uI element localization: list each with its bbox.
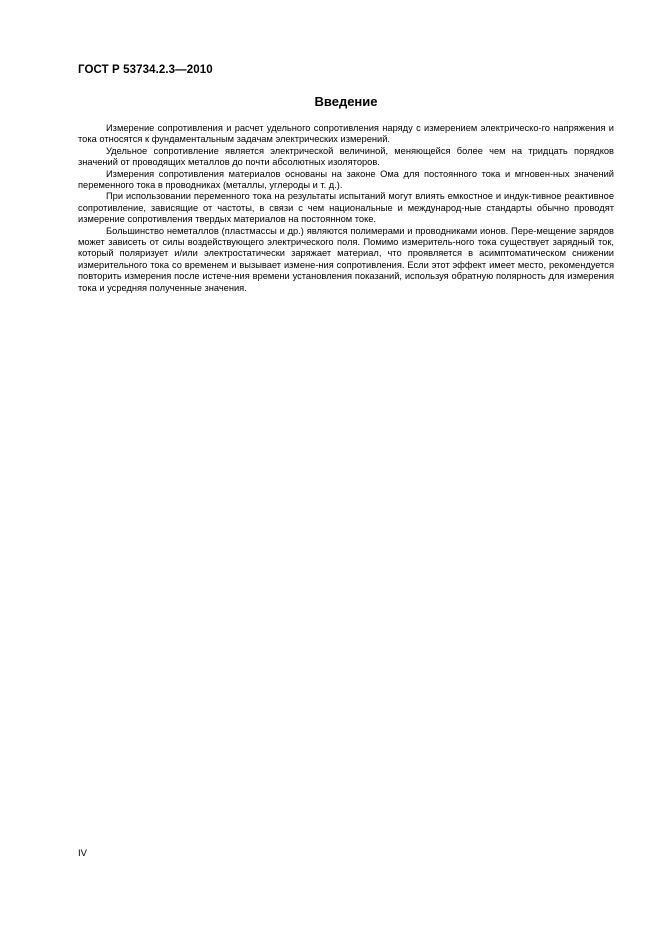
- standard-header: ГОСТ Р 53734.2.3—2010: [78, 64, 213, 76]
- paragraph-5: Большинство неметаллов (пластмассы и др.) являются полимерами и проводниками ионов. Пере-мещение зарядов может зависеть от силы воздействующего электрического поля. Помимо измеритель-ного тока существует зарядный ток, который поляризует и/или электростатически заряжает материал, что проявляется в асимптоматическом снижении измерительного тока со временем и вызывает измене-ния сопротивления. Если этот эффект имеет место, рекомендуется повторить измерения после истече-ния времени установления показаний, используя обратную полярность для измерения тока и усредняя полученные значения.: [78, 225, 614, 293]
- paragraph-3: Измерения сопротивления материалов основаны на законе Ома для постоянного тока и мгновен-ных значений переменного тока в проводниках (металлы, углероды и т. д.).: [78, 168, 614, 191]
- paragraph-4: При использовании переменного тока на результаты испытаний могут влиять емкостное и индук-тивное реактивное сопротивление, зависящие от частоты, в связи с чем национальные и международ-ные стандарты обычно проводят измерение сопротивления твердых материалов на постоянном токе.: [78, 191, 614, 225]
- paragraph-2: Удельное сопротивление является электрической величиной, меняющейся более чем на тридцать порядков значений от проводящих металлов до почти абсолютных изоляторов.: [78, 145, 614, 168]
- paragraph-1: Измерение сопротивления и расчет удельного сопротивления наряду с измерением электрическо-го напряжения и тока относятся к фундаментальным задачам электрических измерений.: [78, 123, 614, 145]
- page-number: IV: [78, 848, 87, 859]
- section-title: Введение: [314, 94, 378, 109]
- body-text: [78, 123, 614, 294]
